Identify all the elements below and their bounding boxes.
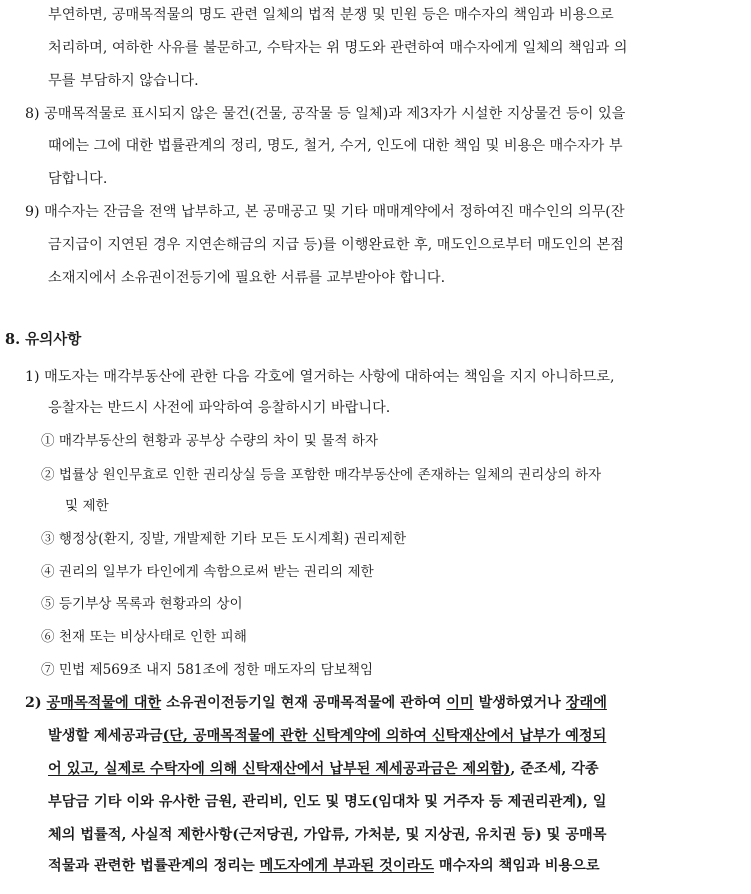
list-item-8: 8) 공매목적물로 표시되지 않은 물건(건물, 공작물 등 일체)과 제3자가 시설한 지상물건 등이 있을	[25, 106, 626, 122]
paragraph-line: 체의 법률적, 사실적 제한사항(근저당권, 가압류, 가처분, 및 지상권, 유치권 등) 및 공매목	[48, 827, 607, 843]
section-heading: 8. 유의사항	[5, 331, 82, 348]
text-run: 발생할 제세공과금	[48, 728, 163, 744]
paragraph-line: 소재지에서 소유권이전등기에 필요한 서류를 교부받아야 합니다.	[48, 270, 446, 286]
list-item-2	[25, 693, 751, 713]
paragraph-line: 무를 부담하지 않습니다.	[48, 73, 199, 89]
text-run: , 준조세, 각종	[510, 761, 599, 777]
paragraph-line: 부연하면, 공매목적물의 명도 관련 일체의 법적 분쟁 및 민원 등은 매수자의 책임과 비용으로	[48, 7, 614, 23]
paragraph-line	[48, 856, 751, 876]
underlined-text: 메도자에게 부과된 것이라도	[259, 858, 434, 874]
text-run: 발생하였거나	[473, 695, 566, 711]
paragraph-line: 금지급이 지연된 경우 지연손해금의 지급 등)를 이행완료한 후, 매도인으로부터 매도인의 본점	[48, 237, 624, 253]
text-run: 소유권이전등기일 현재 공매목적물에 관하여	[161, 695, 447, 711]
underlined-text: 어 있고, 실제로 수탁자에 의해 신탁재산에서 납부된 제세공과금은 제외함)	[48, 761, 511, 777]
paragraph-line	[48, 759, 751, 779]
paragraph-line: 처리하며, 여하한 사유를 불문하고, 수탁자는 위 명도와 관련하여 매수자에게 일체의 책임과 의	[48, 40, 628, 56]
list-item-1: 1) 매도자는 매각부동산에 관한 다음 각호에 열거하는 사항에 대하여는 책임을 지지 아니하므로,	[25, 369, 615, 385]
sub-item-2: ② 법률상 원인무효로 인한 권리상실 등을 포함한 매각부동산에 존재하는 일체의 권리상의 하자	[41, 467, 602, 483]
paragraph-line	[48, 726, 751, 746]
underlined-text: 공매목적물에 대한	[46, 695, 162, 711]
sub-item-4: ④ 권리의 일부가 타인에게 속함으로써 받는 권리의 제한	[41, 564, 374, 580]
list-item-9: 9) 매수자는 잔금을 전액 납부하고, 본 공매공고 및 기타 매매계약에서 정하여진 매수인의 의무(잔	[25, 204, 625, 220]
text-run: 적물과 관련한 법률관계의 정리는	[48, 858, 260, 874]
underlined-text: (단, 공매목적물에 관한 신탁계약에 의하여 신탁재산에서 납부가 예정되	[162, 728, 607, 744]
underlined-text: 이미	[446, 695, 474, 711]
paragraph-line: 및 제한	[65, 498, 109, 514]
text-run: 매수자의 책임과 비용으로	[433, 858, 600, 874]
paragraph-line: 때에는 그에 대한 법률관계의 정리, 명도, 철거, 수거, 인도에 대한 책임 및 비용은 매수자가 부	[48, 138, 623, 154]
sub-item-3: ③ 행정상(환지, 징발, 개발제한 기타 모든 도시계획) 권리제한	[41, 531, 407, 547]
sub-item-5: ⑤ 등기부상 목록과 현황과의 상이	[41, 596, 243, 612]
sub-item-7: ⑦ 민법 제569조 내지 581조에 정한 매도자의 담보책임	[41, 662, 374, 678]
underlined-text: 장래에	[565, 695, 607, 711]
sub-item-1: ① 매각부동산의 현황과 공부상 수량의 차이 및 물적 하자	[41, 433, 379, 449]
text-run: 2)	[25, 695, 47, 711]
sub-item-6: ⑥ 천재 또는 비상사태로 인한 피해	[41, 629, 247, 645]
paragraph-line: 부담금 기타 이와 유사한 금원, 관리비, 인도 및 명도(임대차 및 거주자 등 제권리관계), 일	[48, 794, 607, 810]
paragraph-line: 응찰자는 반드시 사전에 파악하여 응찰하시기 바랍니다.	[48, 400, 391, 416]
paragraph-line: 담합니다.	[48, 171, 108, 187]
